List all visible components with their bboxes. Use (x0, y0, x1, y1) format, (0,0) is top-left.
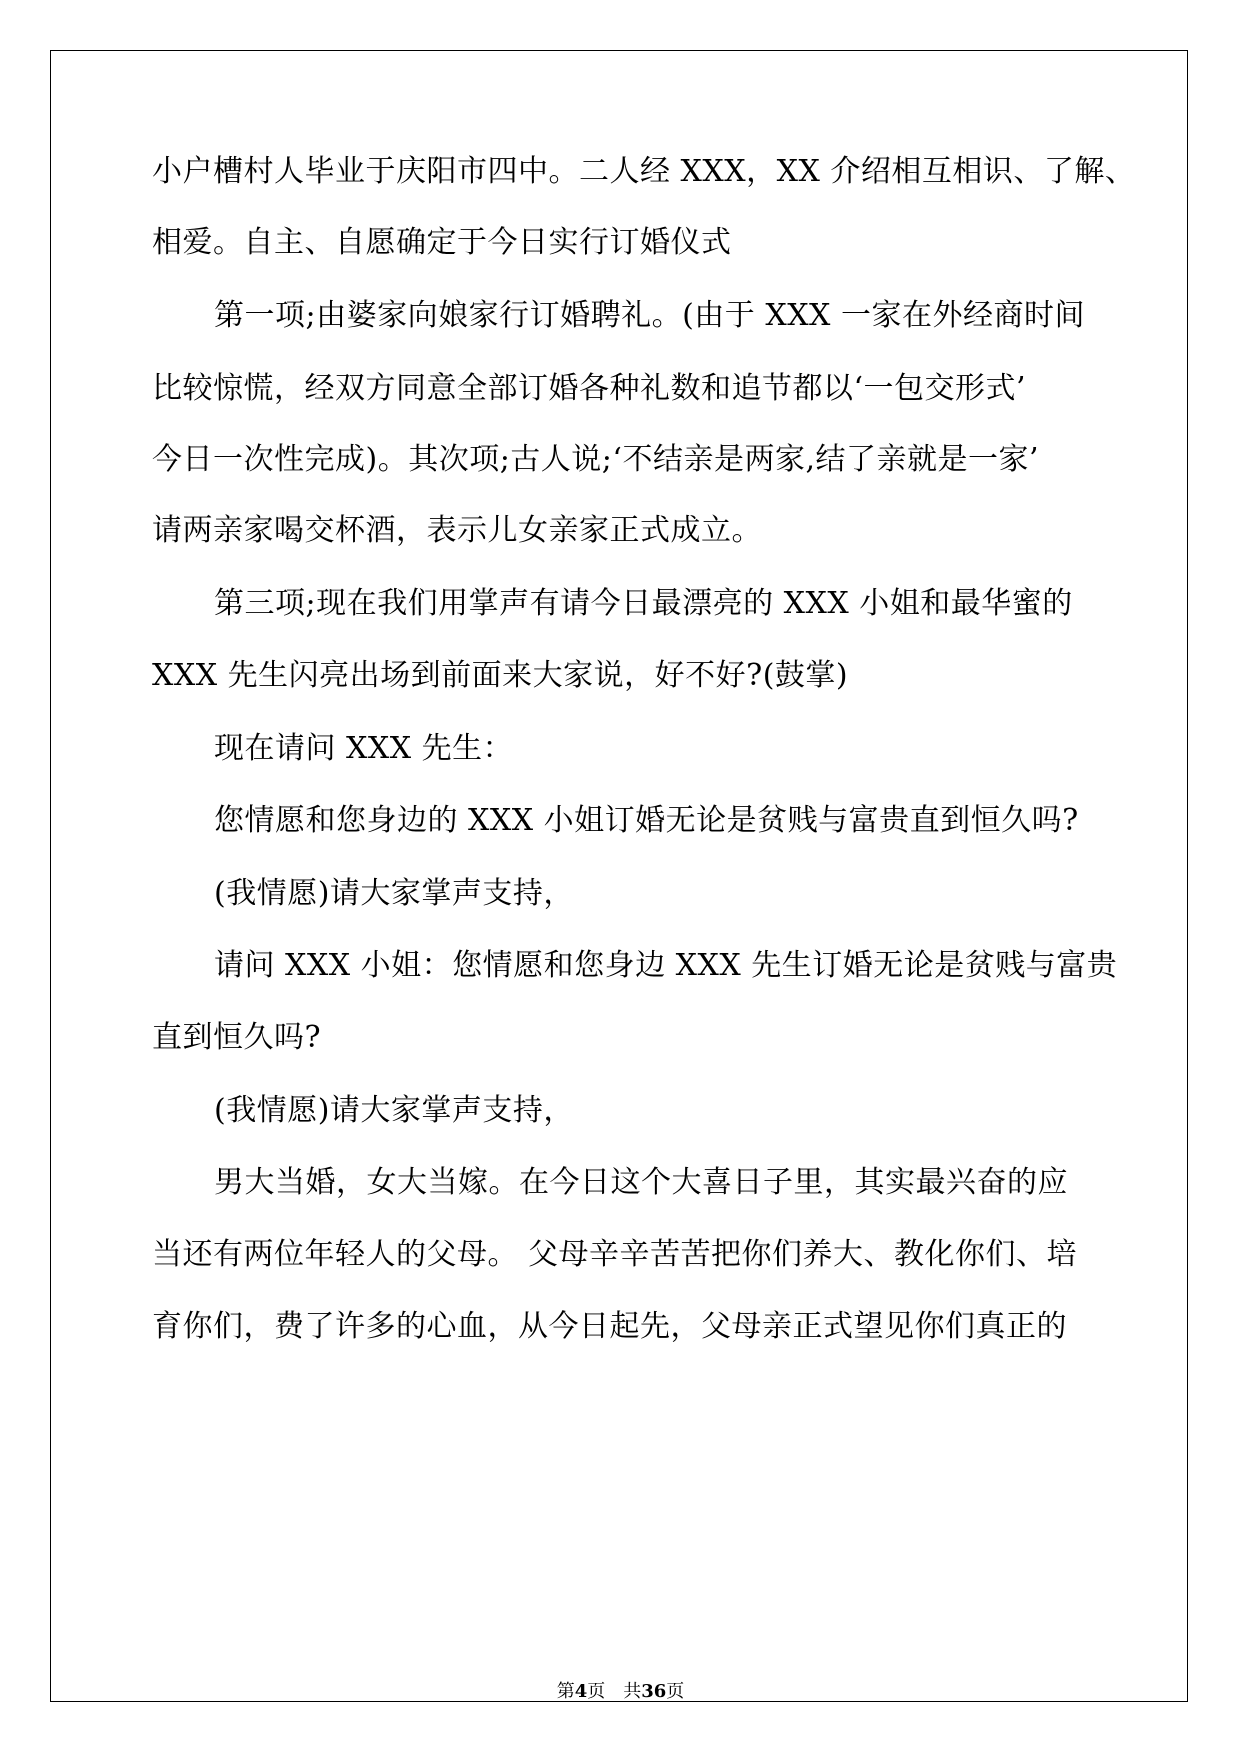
text-line: 今日一次性完成)。其次项;古人说;‘不结亲是两家,结了亲就是一家’ (152, 442, 1040, 477)
text-line: 请问 XXX 小姐：您情愿和您身边 XXX 先生订婚无论是贫贱与富贵 (214, 948, 1118, 983)
text-line: 当还有两位年轻人的父母。 父母辛辛苦苦把你们养大、教化你们、培 (152, 1237, 1078, 1272)
text-line: 现在请问 XXX 先生： (214, 731, 514, 766)
text-line: 小户槽村人毕业于庆阳市四中。二人经 XXX，XX 介绍相互相识、了解、 (152, 154, 1136, 189)
page-footer (0, 1680, 1241, 1704)
text-line: 直到恒久吗? (152, 1020, 322, 1055)
text-line: (我情愿)请大家掌声支持， (214, 876, 574, 911)
text-line: 育你们，费了许多的心血，从今日起先，父母亲正式望见你们真正的 (152, 1309, 1067, 1344)
footer-prefix: 第 (556, 1681, 575, 1702)
footer-mid: 页 共 (587, 1681, 642, 1702)
current-page-number: 4 (574, 1681, 588, 1702)
text-line: (我情愿)请大家掌声支持， (214, 1093, 574, 1128)
text-line: 您情愿和您身边的 XXX 小姐订婚无论是贫贱与富贵直到恒久吗? (214, 803, 1079, 838)
text-line: 请两亲家喝交杯酒，表示儿女亲家正式成立。 (152, 513, 762, 548)
text-line: XXX 先生闪亮出场到前面来大家说，好不好?(鼓掌) (152, 658, 849, 693)
footer-suffix: 页 (666, 1681, 685, 1702)
text-line: 比较惊慌，经双方同意全部订婚各种礼数和追节都以‘一包交形式’ (152, 371, 1027, 406)
text-line: 第一项;由婆家向娘家行订婚聘礼。(由于 XXX 一家在外经商时间 (214, 298, 1085, 333)
text-line: 第三项;现在我们用掌声有请今日最漂亮的 XXX 小姐和最华蜜的 (214, 586, 1073, 621)
text-line: 相爱。自主、自愿确定于今日实行订婚仪式 (152, 225, 732, 260)
text-line: 男大当婚，女大当嫁。在今日这个大喜日子里，其实最兴奋的应 (214, 1165, 1068, 1200)
total-page-number: 36 (641, 1681, 667, 1702)
